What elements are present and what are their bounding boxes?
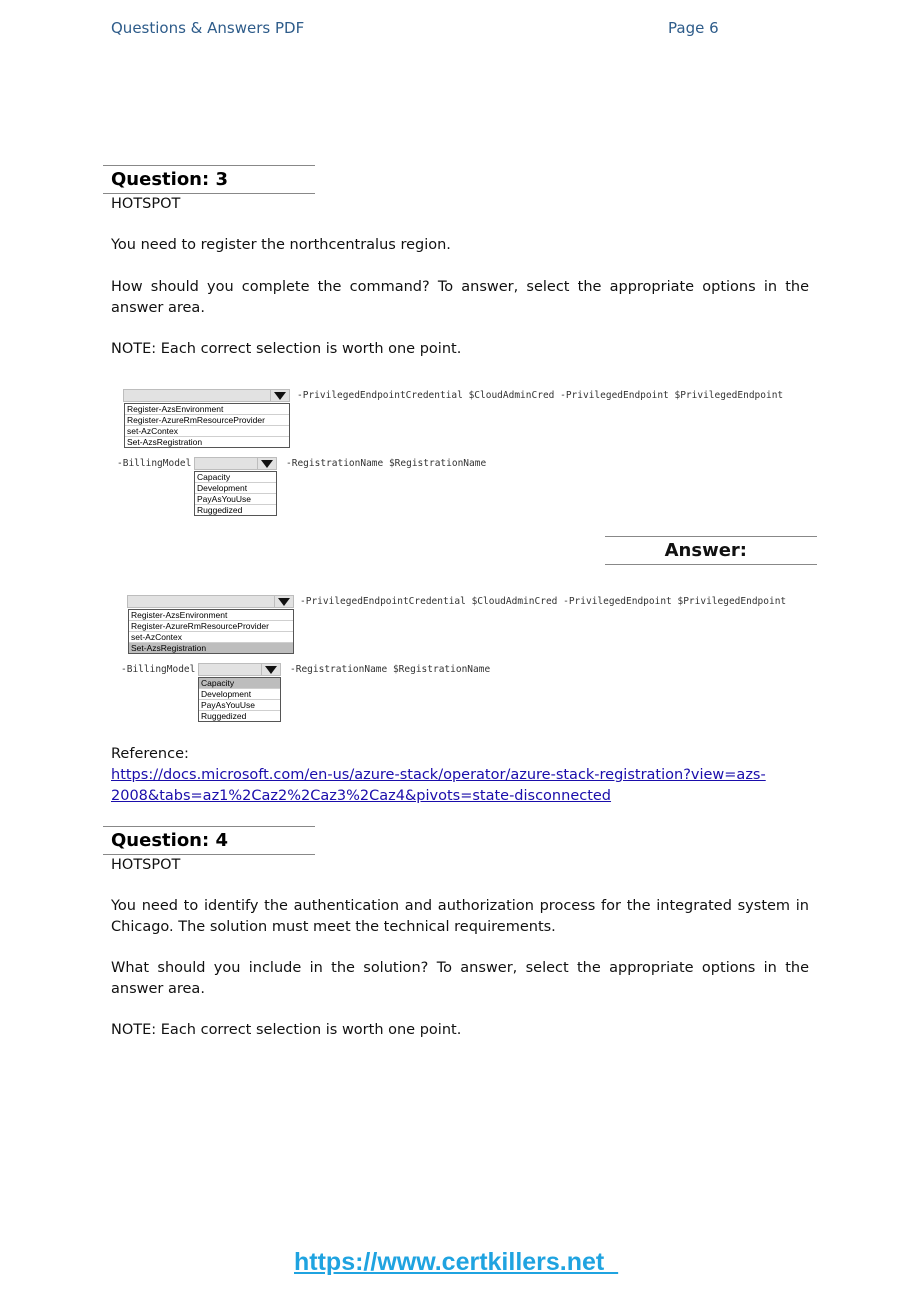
reference-link[interactable] (111, 765, 809, 807)
question-3-heading (103, 165, 315, 194)
question-3-text-1: You need to register the northcentralus region. (111, 237, 451, 253)
question-3-text-2: How should you complete the command? To answer, select the appropriate options in the answer area. (111, 279, 809, 316)
billing-option[interactable]: Development (199, 689, 280, 700)
cmdlet-option[interactable]: set-AzContex (125, 426, 289, 437)
question-4-text-1: You need to identify the authentication and authorization process for the integrated system in Chicago. The solution must meet the technical requirements. (111, 898, 809, 935)
cmdlet-option[interactable]: Register-AzsEnvironment (125, 404, 289, 415)
question-4-type: HOTSPOT (111, 857, 181, 873)
answer-cmdlet-dropdown[interactable] (127, 595, 294, 608)
chevron-down-icon[interactable] (257, 458, 276, 469)
billing-option[interactable]: Ruggedized (201, 711, 247, 721)
cmdlet-option[interactable]: Register-AzureRmResourceProvider (129, 621, 293, 632)
answer-billing-dropdown[interactable] (198, 663, 281, 676)
question-4-note: NOTE: Each correct selection is worth one point. (111, 1022, 462, 1038)
answer-command-params-line-1: -PrivilegedEndpointCredential $CloudAdminCred -PrivilegedEndpoint $PrivilegedEndpoint (300, 596, 787, 607)
reference-label: Reference: (111, 746, 189, 762)
chevron-down-icon[interactable] (261, 664, 280, 675)
question-4-text-2: What should you include in the solution? To answer, select the appropriate options in the answer area. (111, 960, 809, 997)
answer-command-params-line-2: -RegistrationName $RegistrationName (290, 664, 491, 675)
answer-billing-model-label: -BillingModel (121, 664, 196, 675)
command-params-line-1: -PrivilegedEndpointCredential $CloudAdminCred -PrivilegedEndpoint $PrivilegedEndpoint (297, 390, 784, 401)
header-title: Questions & Answers PDF (111, 19, 305, 37)
chevron-down-icon[interactable] (270, 390, 289, 401)
question-3-title: Question: 3 (111, 169, 228, 190)
question-4-title: Question: 4 (111, 830, 228, 851)
billing-options-list (194, 471, 277, 516)
billing-option[interactable]: Ruggedized (197, 505, 243, 515)
cmdlet-options-list (124, 403, 290, 448)
answer-heading (605, 536, 817, 565)
billing-option-selected[interactable]: Capacity (199, 678, 280, 689)
chevron-down-icon[interactable] (274, 596, 293, 607)
answer-cmdlet-options-list (128, 609, 294, 654)
page-number: Page 6 (668, 19, 719, 37)
billing-model-label: -BillingModel (117, 458, 192, 469)
cmdlet-option[interactable]: set-AzContex (129, 632, 293, 643)
reference-link-line-2[interactable]: 2008&tabs=az1%2Caz2%2Caz3%2Caz4&pivots=state-disconnected (111, 788, 612, 804)
footer-link[interactable]: https://www.certkillers.net (294, 1248, 619, 1276)
cmdlet-option[interactable]: Set-AzsRegistration (127, 437, 203, 447)
answer-billing-options-list (198, 677, 281, 722)
cmdlet-option-selected[interactable]: Set-AzsRegistration (129, 643, 293, 653)
billing-dropdown[interactable] (194, 457, 277, 470)
billing-option[interactable]: PayAsYouUse (195, 494, 276, 505)
answer-title: Answer: (664, 540, 747, 561)
cmdlet-option[interactable]: Register-AzureRmResourceProvider (125, 415, 289, 426)
question-4-heading (103, 826, 315, 855)
billing-option[interactable]: Capacity (195, 472, 276, 483)
cmdlet-dropdown[interactable] (123, 389, 290, 402)
billing-option[interactable]: PayAsYouUse (199, 700, 280, 711)
reference-link-line-1[interactable]: https://docs.microsoft.com/en-us/azure-stack/operator/azure-stack-registration?view=azs- (111, 767, 766, 783)
billing-option[interactable]: Development (195, 483, 276, 494)
question-3-type: HOTSPOT (111, 196, 181, 212)
cmdlet-option[interactable]: Register-AzsEnvironment (129, 610, 293, 621)
question-3-note: NOTE: Each correct selection is worth one point. (111, 341, 462, 357)
command-params-line-2: -RegistrationName $RegistrationName (286, 458, 487, 469)
